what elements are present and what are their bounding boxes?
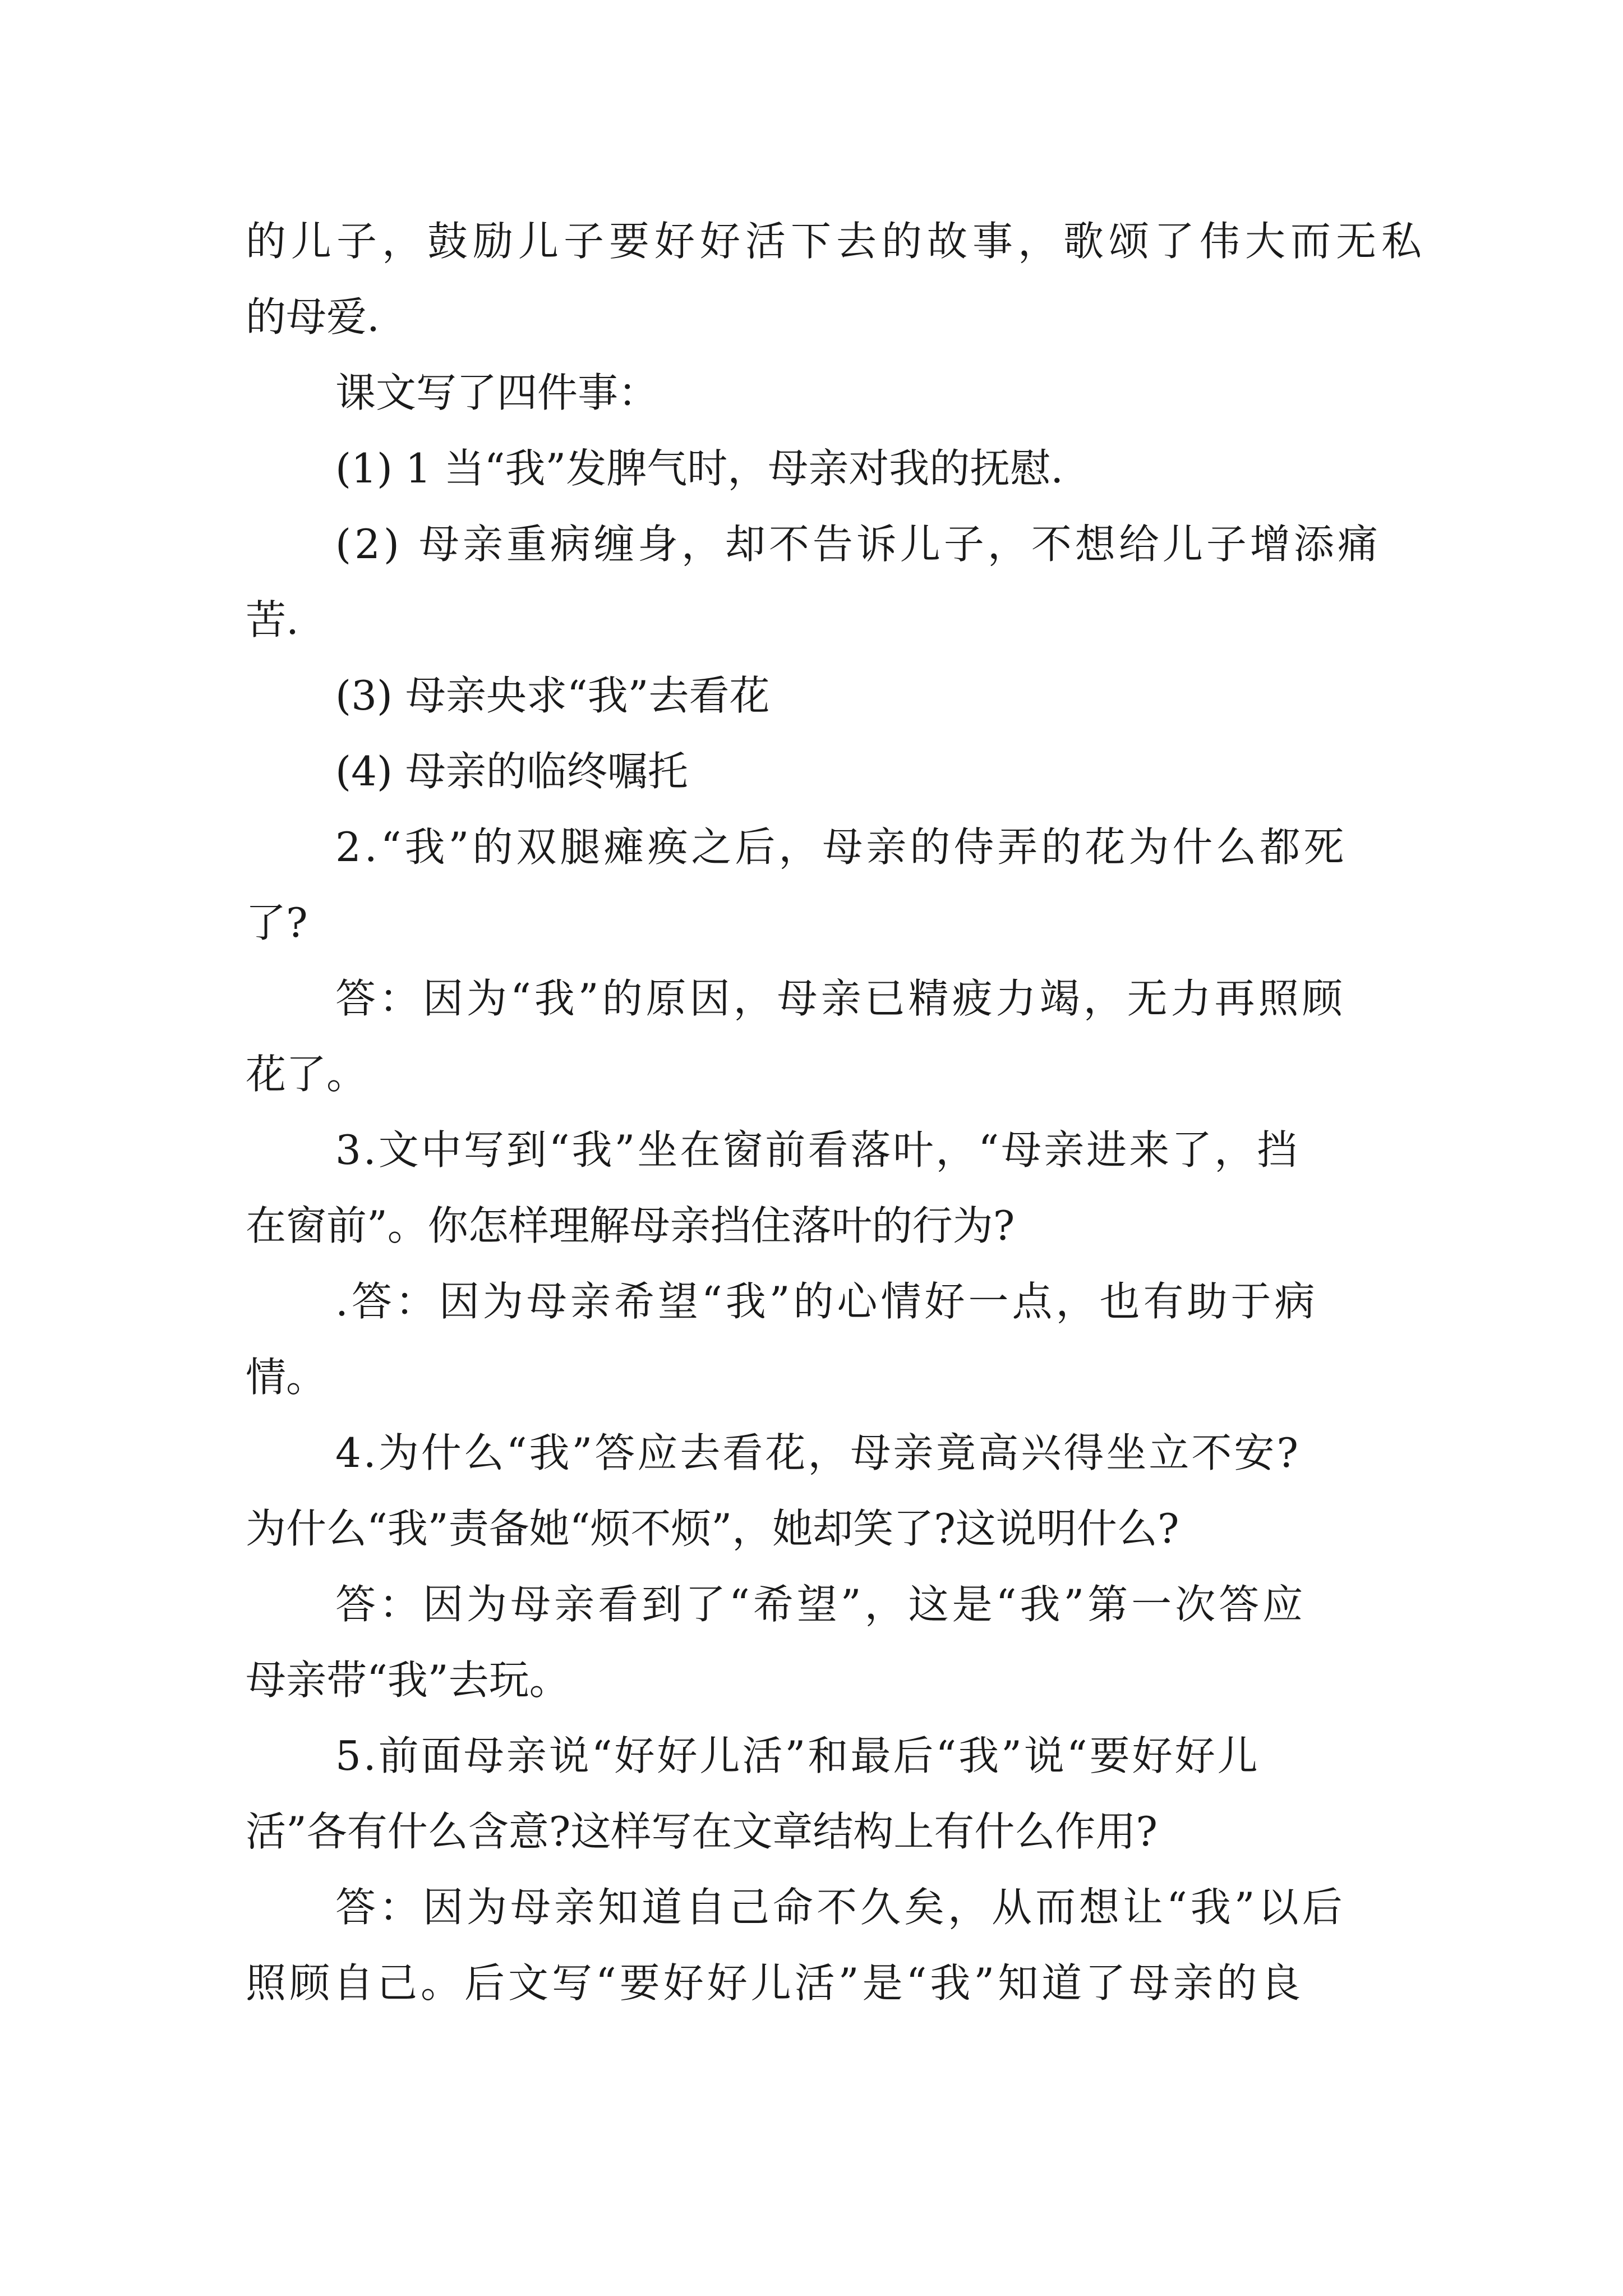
- answer-text: 答：因为母亲知道自己命不久矣，从而想让“我”以后: [335, 1884, 1346, 1931]
- question-text: 2.“我”的双腿瘫痪之后，母亲的侍弄的花为什么都死: [335, 823, 1348, 871]
- text-line: 课文写了四件事：: [335, 369, 659, 416]
- text-line: 的儿子，鼓励儿子要好好活下去的故事，歌颂了伟大而无私: [246, 218, 1427, 265]
- question-text: 4.为什么“我”答应去看花，母亲竟高兴得坐立不安?: [335, 1429, 1301, 1476]
- question-text: 为什么“我”责备她“烦不烦”，她却笑了?这说明什么?: [246, 1505, 1179, 1552]
- list-item: (4) 母亲的临终嘱托: [335, 748, 688, 795]
- answer-text: 答：因为“我”的原因，母亲已精疲力竭，无力再照顾: [335, 975, 1346, 1022]
- answer-text: .答：因为母亲希望“我”的心情好一点，也有助于病: [335, 1278, 1318, 1325]
- list-item: (2) 母亲重病缠身，却不告诉儿子，不想给儿子增添痛: [335, 521, 1381, 568]
- list-item: (1) 1 当“我”发脾气时，母亲对我的抚慰.: [335, 445, 1064, 492]
- answer-text: 情。: [246, 1354, 327, 1401]
- answer-text: 照顾自己。后文写“要好好儿活”是“我”知道了母亲的良: [246, 1959, 1304, 2007]
- text-line: 的母爱.: [246, 293, 380, 341]
- question-text: 活”各有什么含意?这样写在文章结构上有什么作用?: [246, 1808, 1158, 1855]
- answer-text: 花了。: [246, 1051, 367, 1098]
- list-item: (3) 母亲央求“我”去看花: [335, 672, 770, 719]
- question-text: 在窗前”。你怎样理解母亲挡住落叶的行为?: [246, 1202, 1015, 1249]
- answer-text: 答：因为母亲看到了“希望”，这是“我”第一次答应: [335, 1581, 1307, 1628]
- question-text: 了?: [246, 899, 308, 946]
- answer-text: 母亲带“我”去玩。: [246, 1657, 570, 1704]
- question-text: 5.前面母亲说“好好儿活”和最后“我”说“要好好儿: [335, 1732, 1260, 1779]
- text-line: 苦.: [246, 596, 299, 643]
- question-text: 3.文中写到“我”坐在窗前看落叶，“母亲进来了，挡: [335, 1126, 1300, 1174]
